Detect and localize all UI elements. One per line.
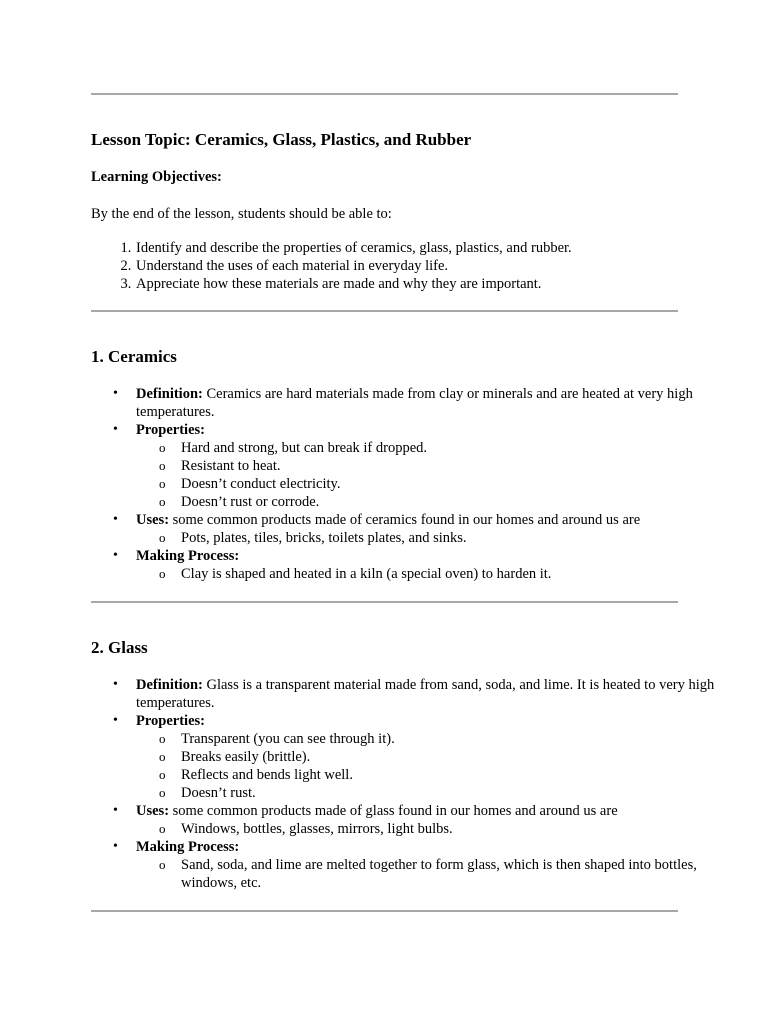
- property-item: o Doesn’t conduct electricity.: [181, 475, 723, 493]
- definition-text: Ceramics are hard materials made from clay or minerals and are heated at very high temperatures.: [136, 386, 693, 420]
- process-label: Making Process:: [136, 548, 240, 564]
- process-label: Making Process:: [136, 839, 240, 855]
- uses-item: [136, 511, 723, 547]
- properties-list: [136, 439, 723, 511]
- uses-text: some common products made of glass found in our homes and around us are: [169, 803, 618, 819]
- definition-text: Glass is a transparent material made from sand, soda, and lime. It is heated to very high temperatures.: [136, 677, 715, 711]
- uses-label: Uses:: [136, 512, 170, 528]
- process-item: [136, 838, 723, 892]
- divider: [91, 910, 678, 912]
- uses-list: [136, 820, 723, 838]
- property-item: o Transparent (you can see through it).: [181, 730, 723, 748]
- uses-label: Uses:: [136, 803, 170, 819]
- properties-label: Properties:: [136, 713, 205, 729]
- uses-text: some common products made of ceramics found in our homes and around us are: [169, 512, 641, 528]
- process-list: [136, 565, 723, 583]
- uses-list: [136, 529, 723, 547]
- objective-item: 2. Understand the uses of each material in everyday life.: [135, 257, 722, 275]
- objective-item: 3. Appreciate how these materials are made and why they are important.: [135, 275, 722, 293]
- definition-label: Definition:: [136, 677, 203, 693]
- properties-item: [136, 421, 723, 511]
- objectives-list: [91, 239, 722, 293]
- properties-label: Properties:: [136, 422, 205, 438]
- divider: [91, 601, 678, 603]
- property-item: o Reflects and bends light well.: [181, 766, 723, 784]
- process-step: o Clay is shaped and heated in a kiln (a special oven) to harden it.: [181, 565, 723, 583]
- process-list: [136, 856, 723, 892]
- property-item: o Doesn’t rust.: [181, 784, 723, 802]
- objective-item: 1. Identify and describe the properties of ceramics, glass, plastics, and rubber.: [135, 239, 722, 257]
- process-item: [136, 547, 723, 583]
- divider: [91, 93, 678, 95]
- lesson-title: Lesson Topic: Ceramics, Glass, Plastics, and Rubber: [91, 130, 472, 149]
- section-heading-glass: 2. Glass: [91, 638, 148, 657]
- property-item: o Breaks easily (brittle).: [181, 748, 723, 766]
- properties-list: [136, 730, 723, 802]
- divider: [91, 310, 678, 312]
- objectives-intro: By the end of the lesson, students should be able to:: [91, 206, 392, 222]
- uses-item: [136, 802, 723, 838]
- properties-item: [136, 712, 723, 802]
- property-item: o Resistant to heat.: [181, 457, 723, 475]
- property-item: o Doesn’t rust or corrode.: [181, 493, 723, 511]
- use-item: o Pots, plates, tiles, bricks, toilets plates, and sinks.: [181, 529, 723, 547]
- property-item: o Hard and strong, but can break if dropped.: [181, 439, 723, 457]
- definition-item: [136, 385, 723, 421]
- definition-label: Definition:: [136, 386, 203, 402]
- ceramics-list: [91, 385, 723, 583]
- definition-item: [136, 676, 723, 712]
- use-item: o Windows, bottles, glasses, mirrors, light bulbs.: [181, 820, 723, 838]
- process-step: o Sand, soda, and lime are melted together to form glass, which is then shaped into bottles, windows, etc.: [181, 856, 723, 892]
- objectives-heading: Learning Objectives:: [91, 169, 222, 185]
- section-heading-ceramics: 1. Ceramics: [91, 347, 177, 366]
- glass-list: [91, 676, 723, 892]
